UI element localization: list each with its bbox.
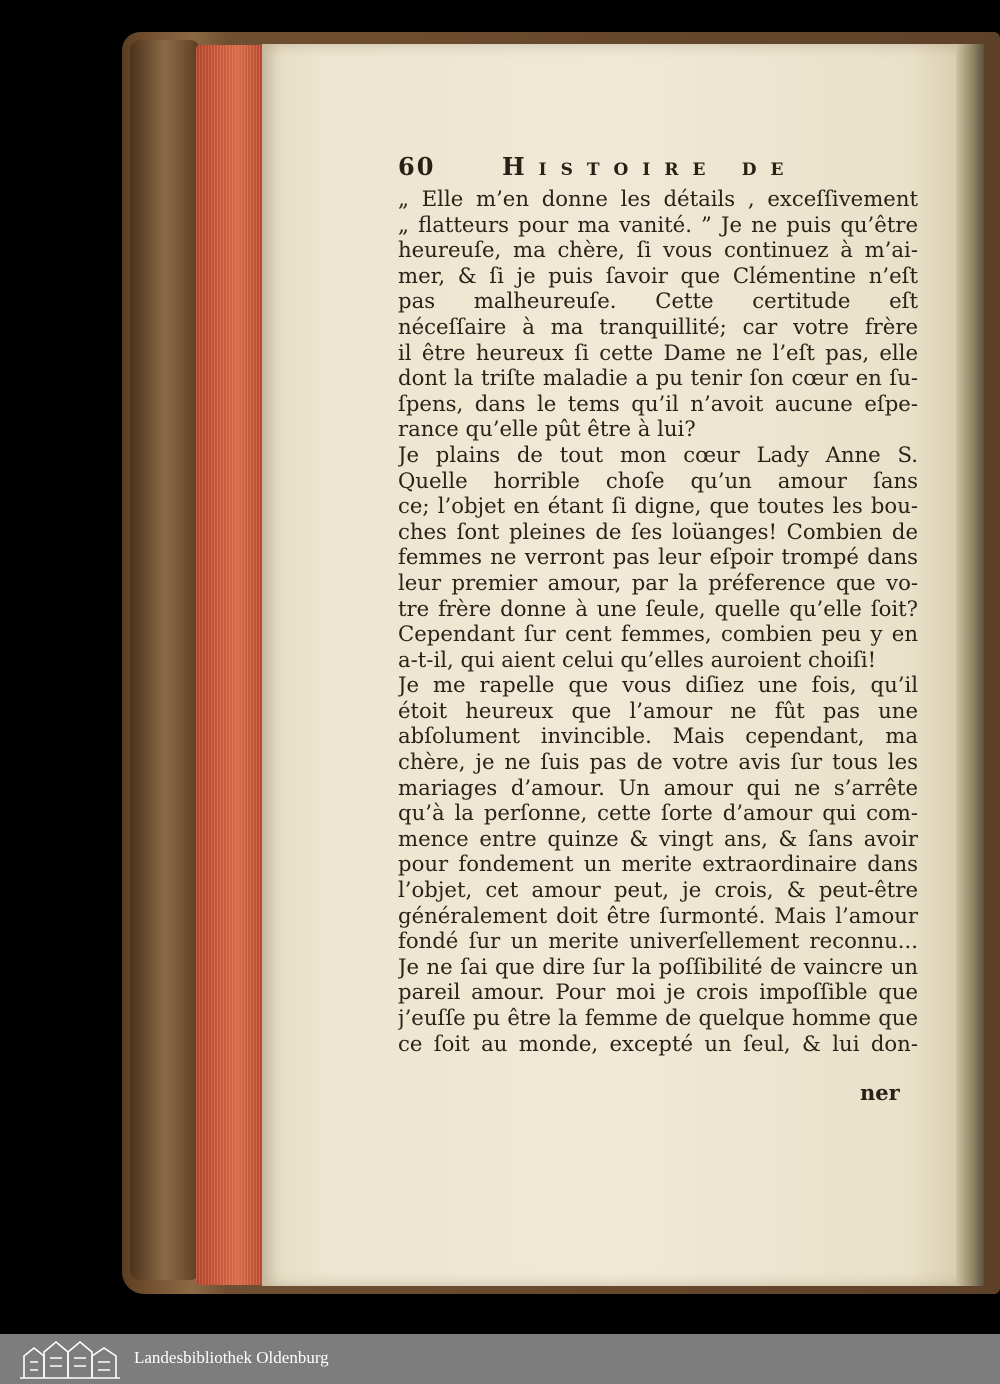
text-line: Quelle horrible choſe qu’un amour ſans	[398, 467, 918, 493]
text-line: fondé ſur un merite univerſellement reconnu...	[398, 928, 918, 954]
text-line: heureuſe, ma chère, ſi vous continuez à m’ai-	[398, 237, 918, 263]
catchword: ner	[860, 1080, 900, 1105]
text-line: abſolument invincible. Mais cependant, ma	[398, 723, 918, 749]
text-line: a-t-il, qui aient celui qu’elles auroient choiſi!	[398, 646, 877, 672]
page-text	[398, 186, 918, 1056]
running-title: Histoire de	[502, 152, 798, 181]
text-line: leur premier amour, par la préference que vo-	[398, 569, 918, 595]
text-line: „ flatteurs pour ma vanité. ” Je ne puis qu’être	[398, 211, 918, 237]
text-line: ches ſont pleines de ſes loüanges! Combien de	[398, 518, 918, 544]
text-line: ce; l’objet en étant ſi digne, que toutes les bou-	[398, 493, 918, 519]
text-line: Je ne ſai que dire ſur la poſſibilité de vaincre un	[398, 953, 918, 979]
text-line: mer, & ſi je puis ſavoir que Clémentine n’eſt	[398, 262, 918, 288]
text-line: il être heureux ſi cette Dame ne l’eſt pas, elle	[398, 339, 918, 365]
text-line: ſpens, dans le tems qu’il n’avoit aucune eſpe-	[398, 390, 918, 416]
text-line: ce ſoit au monde, excepté un ſeul, & lui don-	[398, 1030, 918, 1056]
page-edges	[196, 45, 272, 1285]
text-line: mariages d’amour. Un amour qui ne s’arrête	[398, 774, 918, 800]
library-name: Landesbibliothek Oldenburg	[134, 1348, 329, 1367]
text-line: tre frère donne à une ſeule, quelle qu’elle ſoit?	[398, 595, 918, 621]
text-line: mence entre quinze & vingt ans, & ſans avoir	[398, 825, 918, 851]
text-line: chère, je ne ſuis pas de votre avis ſur tous les	[398, 749, 918, 775]
text-line: pareil amour. Pour moi je crois impoſſible que	[398, 979, 918, 1005]
text-line: néceſſaire à ma tranquillité; car votre frère	[398, 313, 918, 339]
text-line: qu’à la perſonne, cette ſorte d’amour qui com-	[398, 800, 918, 826]
text-line: „ Elle m’en donne les détails , exceſſivement	[398, 186, 918, 211]
text-line: Je plains de tout mon cœur Lady Anne S.	[398, 441, 918, 467]
running-head	[398, 152, 838, 186]
text-line: Cependant ſur cent femmes, combien peu y en	[398, 621, 918, 647]
page-gutter	[956, 44, 984, 1286]
text-line: dont la triſte maladie a pu tenir ſon cœur en ſu-	[398, 365, 918, 391]
text-line: femmes ne verront pas leur eſpoir trompé dans	[398, 544, 918, 570]
text-line: étoit heureux que l’amour ne fût pas une	[398, 697, 918, 723]
text-line: pas malheureuſe. Cette certitude eſt	[398, 288, 918, 314]
text-line: pour fondement un merite extraordinaire dans	[398, 851, 918, 877]
library-building-icon	[16, 1338, 124, 1380]
text-line: généralement doit être ſurmonté. Mais l’amour	[398, 902, 918, 928]
text-line: l’objet, cet amour peut, je crois, & peut-être	[398, 877, 918, 903]
text-line: Je me rapelle que vous diſiez une fois, qu’il	[398, 672, 918, 698]
text-line: j’euſſe pu être la femme de quelque homme que	[398, 1005, 918, 1030]
text-line: rance qu’elle pût être à lui?	[398, 416, 696, 442]
footer-bar	[0, 1334, 1000, 1384]
book-spine	[130, 40, 200, 1280]
page-number: 60	[398, 152, 436, 181]
